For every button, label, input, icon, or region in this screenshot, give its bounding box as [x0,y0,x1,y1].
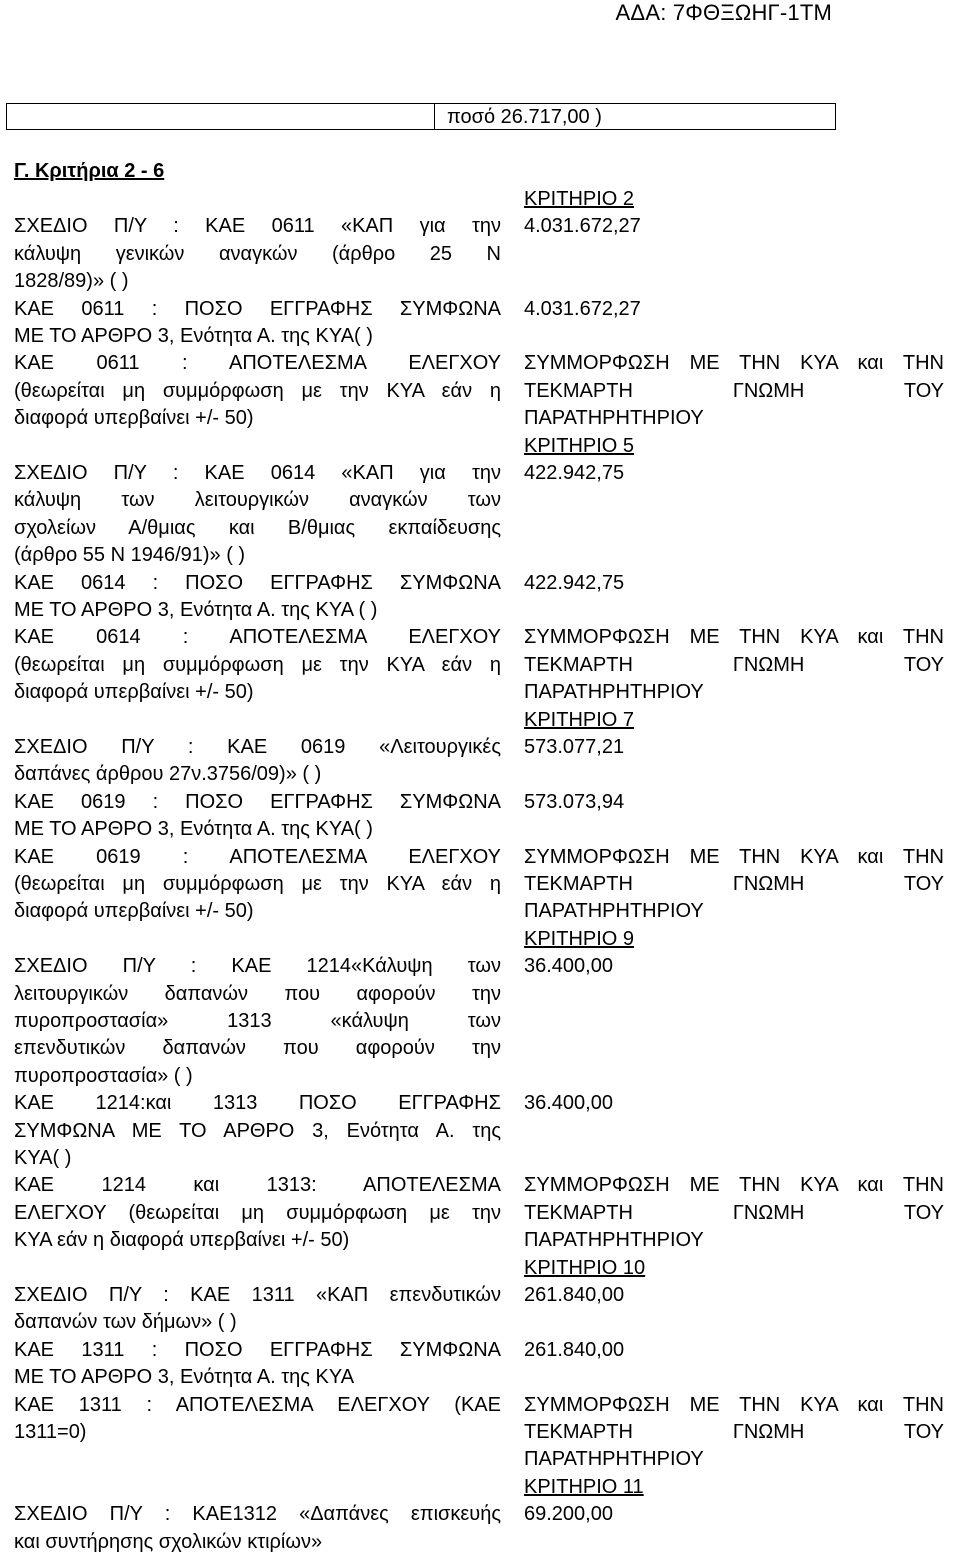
record-value: 573.073,94 [524,790,625,813]
text-line: ΚΑΕ 0619 : ΠΟΣΟ ΕΓΓΡΑΦΗΣ ΣΥΜΦΩΝΑ [14,790,501,813]
compliance-line: ΣΥΜΜΟΡΦΩΣΗ ΜΕ ΤΗΝ ΚΥΑ και ΤΗΝ [524,1174,944,1197]
text-line: ΚΑΕ 0611 : ΑΠΟΤΕΛΕΣΜΑ ΕΛΕΓΧΟΥ [14,352,501,375]
text-line: ΚΑΕ 0614 : ΑΠΟΤΕΛΕΣΜΑ ΕΛΕΓΧΟΥ [14,626,501,649]
record-value: 261.840,00 [524,1338,625,1361]
text-line: ΜΕ ΤΟ ΑΡΘΡΟ 3, Ενότητα Α. της ΚΥΑ( ) [14,324,373,347]
text-line: διαφορά υπερβαίνει +/- 50) [14,900,254,923]
compliance-text [524,350,944,432]
plan-value: 261.840,00 [524,1284,625,1306]
criterion-label: ΚΡΙΤΗΡΙΟ 11 [524,1475,644,1498]
text-line: ΚΑΕ 1311 : ΑΠΟΤΕΛΕΣΜΑ ΕΛΕΓΧΟΥ (ΚΑΕ [14,1393,501,1416]
previous-table-row [6,103,836,130]
text-line: ΣΧΕΔΙΟ Π/Υ : ΚΑΕ 1311 «ΚΑΠ επενδυτικών [14,1284,501,1306]
text-line: ΣΥΜΦΩΝΑ ΜΕ ΤΟ ΑΡΘΡΟ 3, Ενότητα Α. της [14,1119,501,1142]
text-line: ΕΛΕΓΧΟΥ (θεωρείται μη συμμόρφωση με την [14,1201,501,1224]
left-cell [14,460,501,570]
text-line: ΚΑΕ 0619 : ΑΠΟΤΕΛΕΣΜΑ ΕΛΕΓΧΟΥ [14,845,501,868]
section-title: Γ. Κριτήρια 2 - 6 [14,160,165,182]
text-line: ΚΑΕ 1311 : ΠΟΣΟ ΕΓΓΡΑΦΗΣ ΣΥΜΦΩΝΑ [14,1338,501,1361]
left-cell [14,213,501,295]
plan-value: 4.031.672,27 [524,215,641,238]
compliance-line: ΤΕΚΜΑΡΤΗ ΓΝΩΜΗ ΤΟΥ [524,653,944,676]
left-cell [14,1090,501,1172]
compliance-text [524,844,944,926]
record-value: 422.942,75 [524,571,625,594]
left-cell [14,953,501,1090]
text-line: ΣΧΕΔΙΟ Π/Υ : ΚΑΕ 0614 «ΚΑΠ για την [14,462,501,484]
text-line: ΜΕ ΤΟ ΑΡΘΡΟ 3, Ενότητα Α. της ΚΥΑ( ) [14,818,373,841]
text-line: ΣΧΕΔΙΟ Π/Υ : ΚΑΕ1312 «Δαπάνες επισκευής [14,1503,501,1526]
record-value: 4.031.672,27 [524,297,641,320]
plan-value: 36.400,00 [524,955,613,978]
left-cell [14,624,501,706]
criterion-label: ΚΡΙΤΗΡΙΟ 7 [524,708,635,731]
compliance-text [524,1392,944,1474]
left-cell [14,734,501,789]
left-cell [14,1337,501,1392]
compliance-line: ΤΕΚΜΑΡΤΗ ΓΝΩΜΗ ΤΟΥ [524,379,944,402]
text-line: πυροπροστασία» ( ) [14,1064,193,1087]
previous-amount: ποσό 26.717,00 ) [447,106,602,128]
compliance-text [524,1172,944,1254]
left-cell [14,350,501,432]
compliance-line: ΠΑΡΑΤΗΡΗΤΗΡΙΟΥ [524,1448,704,1471]
text-line: κάλυψη των λειτουργικών αναγκών των [14,489,501,512]
criterion-label: ΚΡΙΤΗΡΙΟ 9 [524,927,635,950]
plan-value: 69.200,00 [524,1503,613,1526]
text-line: ΚΑΕ 0614 : ΠΟΣΟ ΕΓΓΡΑΦΗΣ ΣΥΜΦΩΝΑ [14,571,501,594]
text-line: πυροπροστασία» 1313 «κάλυψη των [14,1009,501,1032]
compliance-line: ΠΑΡΑΤΗΡΗΤΗΡΙΟΥ [524,681,704,704]
text-line: ΣΧΕΔΙΟ Π/Υ : ΚΑΕ 0619 «Λειτουργικές [14,736,501,758]
text-line: κάλυψη γενικών αναγκών (άρθρο 25 Ν [14,242,501,265]
plan-value: 422.942,75 [524,462,625,484]
text-line: (θεωρείται μη συμμόρφωση με την ΚΥΑ εάν η [14,653,501,676]
text-line: 1311=0) [14,1420,87,1443]
table-divider [434,104,435,129]
compliance-line: ΤΕΚΜΑΡΤΗ ΓΝΩΜΗ ΤΟΥ [524,1201,944,1224]
criterion-label: ΚΡΙΤΗΡΙΟ 2 [524,188,635,210]
compliance-text [524,624,944,706]
text-line: και συντήρησης σχολικών κτιρίων» [14,1530,323,1553]
record-value: 36.400,00 [524,1092,613,1115]
text-line: 1828/89)» ( ) [14,270,129,293]
text-line: δαπάνες άρθρου 27ν.3756/09)» ( ) [14,763,322,786]
compliance-line: ΣΥΜΜΟΡΦΩΣΗ ΜΕ ΤΗΝ ΚΥΑ και ΤΗΝ [524,626,944,649]
left-cell [14,1282,501,1337]
criterion-label: ΚΡΙΤΗΡΙΟ 10 [524,1256,646,1279]
compliance-line: ΠΑΡΑΤΗΡΗΤΗΡΙΟΥ [524,407,704,430]
plan-value: 573.077,21 [524,736,625,758]
compliance-line: ΣΥΜΜΟΡΦΩΣΗ ΜΕ ΤΗΝ ΚΥΑ και ΤΗΝ [524,845,944,868]
compliance-line: ΤΕΚΜΑΡΤΗ ΓΝΩΜΗ ΤΟΥ [524,872,944,895]
text-line: ΚΑΕ 1214 και 1313: ΑΠΟΤΕΛΕΣΜΑ [14,1174,501,1197]
text-line: επενδυτικών δαπανών που αφορούν την [14,1037,501,1060]
compliance-line: ΠΑΡΑΤΗΡΗΤΗΡΙΟΥ [524,1229,704,1252]
left-cell [14,1392,501,1447]
text-line: ΚΥΑ( ) [14,1146,72,1169]
text-line: σχολείων Α/θμιας και Β/θμιας εκπαίδευσης [14,516,501,539]
left-cell [14,296,501,351]
left-cell [14,789,501,844]
text-line: ΣΧΕΔΙΟ Π/Υ : ΚΑΕ 0611 «ΚΑΠ για την [14,215,501,238]
text-line: ΚΑΕ 0611 : ΠΟΣΟ ΕΓΓΡΑΦΗΣ ΣΥΜΦΩΝΑ [14,297,501,320]
text-line: διαφορά υπερβαίνει +/- 50) [14,407,254,430]
left-cell [14,844,501,926]
text-line: (άρθρο 55 Ν 1946/91)» ( ) [14,544,246,567]
text-line: ΚΥΑ εάν η διαφορά υπερβαίνει +/- 50) [14,1229,350,1252]
left-cell [14,570,501,625]
compliance-line: ΠΑΡΑΤΗΡΗΤΗΡΙΟΥ [524,900,704,923]
compliance-line: ΤΕΚΜΑΡΤΗ ΓΝΩΜΗ ΤΟΥ [524,1420,944,1443]
text-line: διαφορά υπερβαίνει +/- 50) [14,681,254,704]
text-line: (θεωρείται μη συμμόρφωση με την ΚΥΑ εάν η [14,872,501,895]
ada-code: ΑΔΑ: 7ΦΘΞΩΗΓ-1ΤΜ [615,0,832,25]
compliance-line: ΣΥΜΜΟΡΦΩΣΗ ΜΕ ΤΗΝ ΚΥΑ και ΤΗΝ [524,1393,944,1416]
left-cell [14,1501,501,1556]
text-line: ΜΕ ΤΟ ΑΡΘΡΟ 3, Ενότητα Α. της ΚΥΑ ( ) [14,598,378,621]
text-line: (θεωρείται μη συμμόρφωση με την ΚΥΑ εάν η [14,379,501,402]
text-line: ΣΧΕΔΙΟ Π/Υ : ΚΑΕ 1214«Κάλυψη των [14,955,501,978]
text-line: λειτουργικών δαπανών που αφορούν την [14,982,501,1005]
text-line: ΚΑΕ 1214:και 1313 ΠΟΣΟ ΕΓΓΡΑΦΗΣ [14,1092,501,1115]
criterion-label: ΚΡΙΤΗΡΙΟ 5 [524,434,635,457]
text-line: δαπανών των δήμων» ( ) [14,1311,237,1334]
left-cell [14,1172,501,1254]
text-line: ΜΕ ΤΟ ΑΡΘΡΟ 3, Ενότητα Α. της ΚΥΑ [14,1366,355,1389]
compliance-line: ΣΥΜΜΟΡΦΩΣΗ ΜΕ ΤΗΝ ΚΥΑ και ΤΗΝ [524,352,944,375]
